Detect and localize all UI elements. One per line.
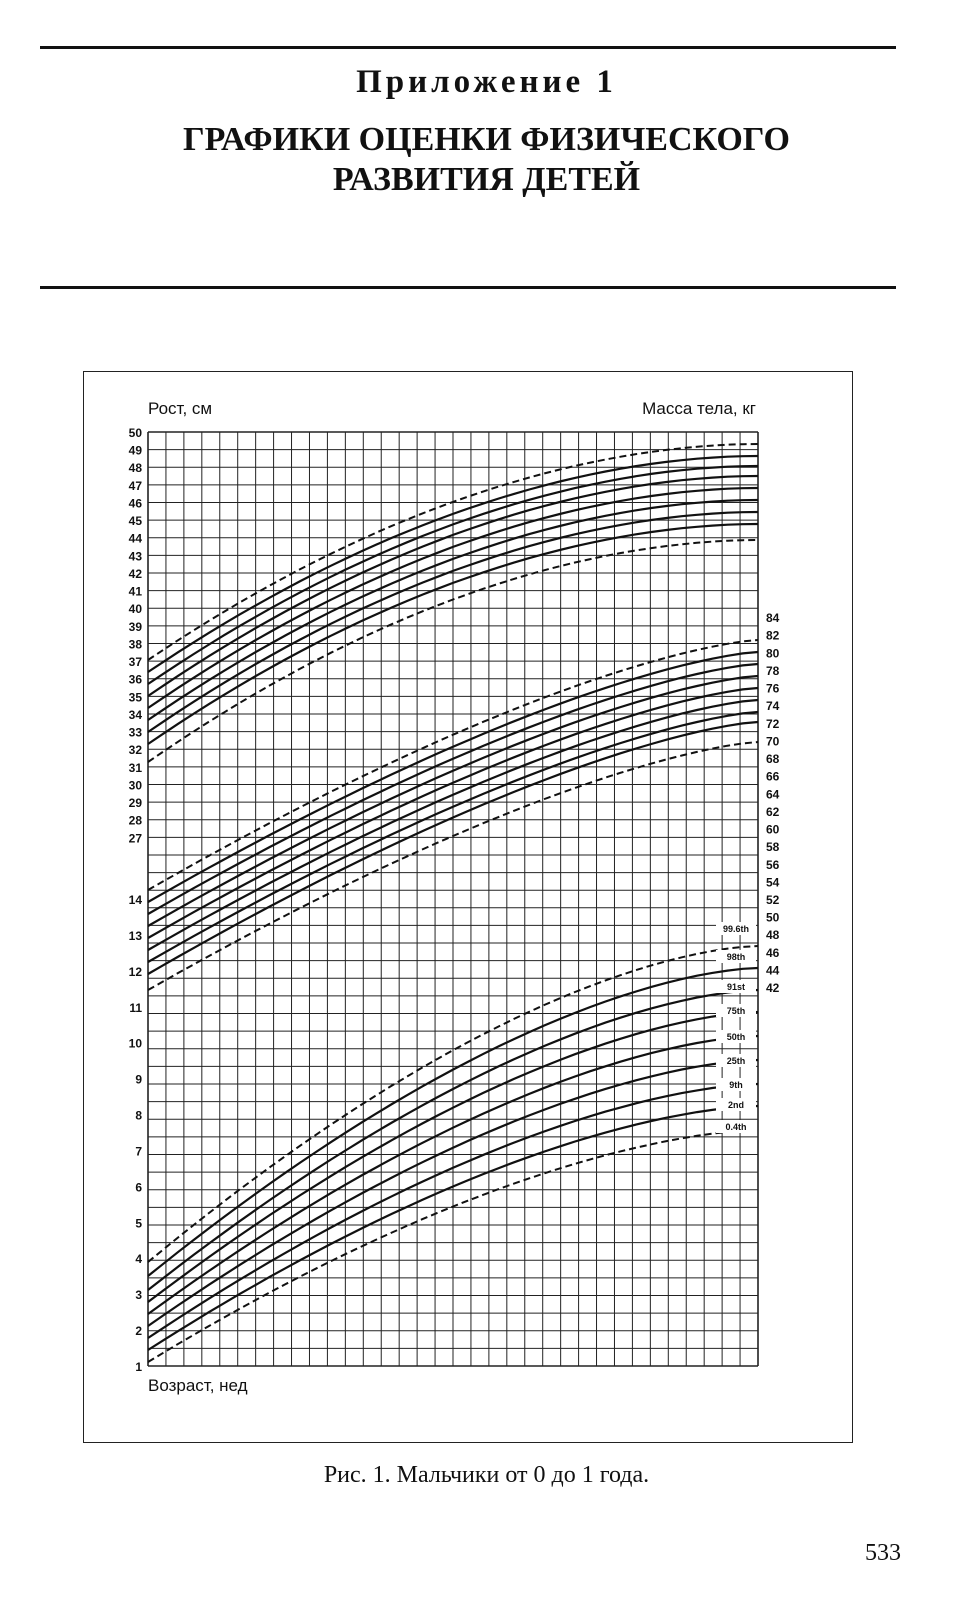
right-tick-label: 60 <box>766 822 780 837</box>
left-axis-ticks <box>129 426 143 1374</box>
right-tick-label: 70 <box>766 734 780 749</box>
left-tick-label: 38 <box>128 637 142 652</box>
left-tick-label: 41 <box>128 584 142 599</box>
left-tick-label: 47 <box>128 478 142 493</box>
percentile-label: 91st <box>726 982 746 992</box>
right-axis-ticks <box>766 611 780 995</box>
left-tick-label: 30 <box>128 778 142 793</box>
percentile-label: 2nd <box>727 1100 745 1110</box>
left-tick-label: 5 <box>135 1216 142 1231</box>
left-tick-label: 29 <box>128 796 142 811</box>
left-tick-label: 35 <box>128 690 142 705</box>
percentile-label: 50th <box>726 1032 746 1042</box>
left-tick-label: 8 <box>135 1108 142 1123</box>
left-tick-label: 40 <box>128 602 142 617</box>
left-tick-label: 50 <box>128 426 142 440</box>
left-tick-label: 49 <box>128 443 142 458</box>
right-tick-label: 72 <box>766 716 780 731</box>
left-tick-label: 31 <box>128 760 142 775</box>
left-tick-label: 12 <box>128 964 142 979</box>
right-tick-label: 84 <box>766 611 780 626</box>
right-tick-label: 62 <box>766 804 780 819</box>
left-tick-label: 3 <box>135 1288 142 1303</box>
figure-caption: Рис. 1. Мальчики от 0 до 1 года. <box>323 1462 650 1488</box>
x-axis-label: Возраст, нед <box>148 1376 248 1395</box>
right-tick-label: 52 <box>766 893 780 907</box>
appendix-heading: Приложение 1 <box>356 64 617 100</box>
left-tick-label: 36 <box>128 672 142 687</box>
right-tick-label: 56 <box>766 857 780 872</box>
left-tick-label: 37 <box>128 655 142 670</box>
left-tick-label: 46 <box>128 496 142 511</box>
right-tick-label: 66 <box>766 769 780 784</box>
percentile-label: 75th <box>726 1006 746 1016</box>
left-tick-label: 48 <box>128 461 142 476</box>
left-tick-label: 2 <box>135 1324 142 1339</box>
right-tick-label: 50 <box>766 910 780 925</box>
percentile-label: 0.4th <box>725 1122 747 1132</box>
right-tick-label: 82 <box>766 628 780 643</box>
left-tick-label: 13 <box>128 928 142 943</box>
y-right-axis-label: Масса тела, кг <box>642 399 756 418</box>
right-tick-label: 68 <box>766 752 780 767</box>
percentile-label: 98th <box>726 952 746 962</box>
left-tick-label: 28 <box>128 813 142 828</box>
left-tick-label: 4 <box>135 1252 142 1267</box>
left-tick-label: 10 <box>128 1036 142 1051</box>
percentile-label: 9th <box>729 1080 743 1090</box>
left-tick-label: 33 <box>128 725 142 740</box>
title-line-1: ГРАФИКИ ОЦЕНКИ ФИЗИЧЕСКОГО <box>182 121 791 158</box>
right-tick-label: 48 <box>766 928 780 943</box>
left-tick-label: 45 <box>128 514 142 529</box>
left-tick-label: 34 <box>128 707 142 722</box>
percentile-label: 25th <box>726 1056 746 1066</box>
left-tick-label: 6 <box>135 1180 142 1195</box>
right-tick-label: 44 <box>766 963 780 978</box>
right-tick-label: 46 <box>766 945 780 960</box>
right-tick-label: 80 <box>766 646 780 661</box>
left-tick-label: 11 <box>129 1000 142 1015</box>
percentile-label: 99.6th <box>722 924 750 934</box>
right-tick-label: 58 <box>766 840 780 855</box>
y-left-axis-label: Рост, см <box>148 399 213 418</box>
left-tick-label: 44 <box>128 531 142 546</box>
left-tick-label: 14 <box>128 893 142 907</box>
right-tick-label: 42 <box>766 981 780 996</box>
left-tick-label: 32 <box>128 743 142 758</box>
left-tick-label: 42 <box>128 566 142 581</box>
left-tick-label: 43 <box>128 549 142 564</box>
title-line-2: РАЗВИТИЯ ДЕТЕЙ <box>332 161 641 198</box>
right-tick-label: 76 <box>766 681 780 696</box>
left-tick-label: 7 <box>135 1144 142 1159</box>
right-tick-label: 54 <box>766 875 780 890</box>
page-number: 533 <box>865 1540 901 1566</box>
left-tick-label: 9 <box>135 1072 142 1087</box>
left-tick-label: 39 <box>128 619 142 634</box>
right-tick-label: 78 <box>766 663 780 678</box>
left-tick-label: 1 <box>135 1360 142 1374</box>
right-tick-label: 64 <box>766 787 780 802</box>
right-tick-label: 74 <box>766 699 780 714</box>
left-tick-label: 27 <box>128 831 142 846</box>
